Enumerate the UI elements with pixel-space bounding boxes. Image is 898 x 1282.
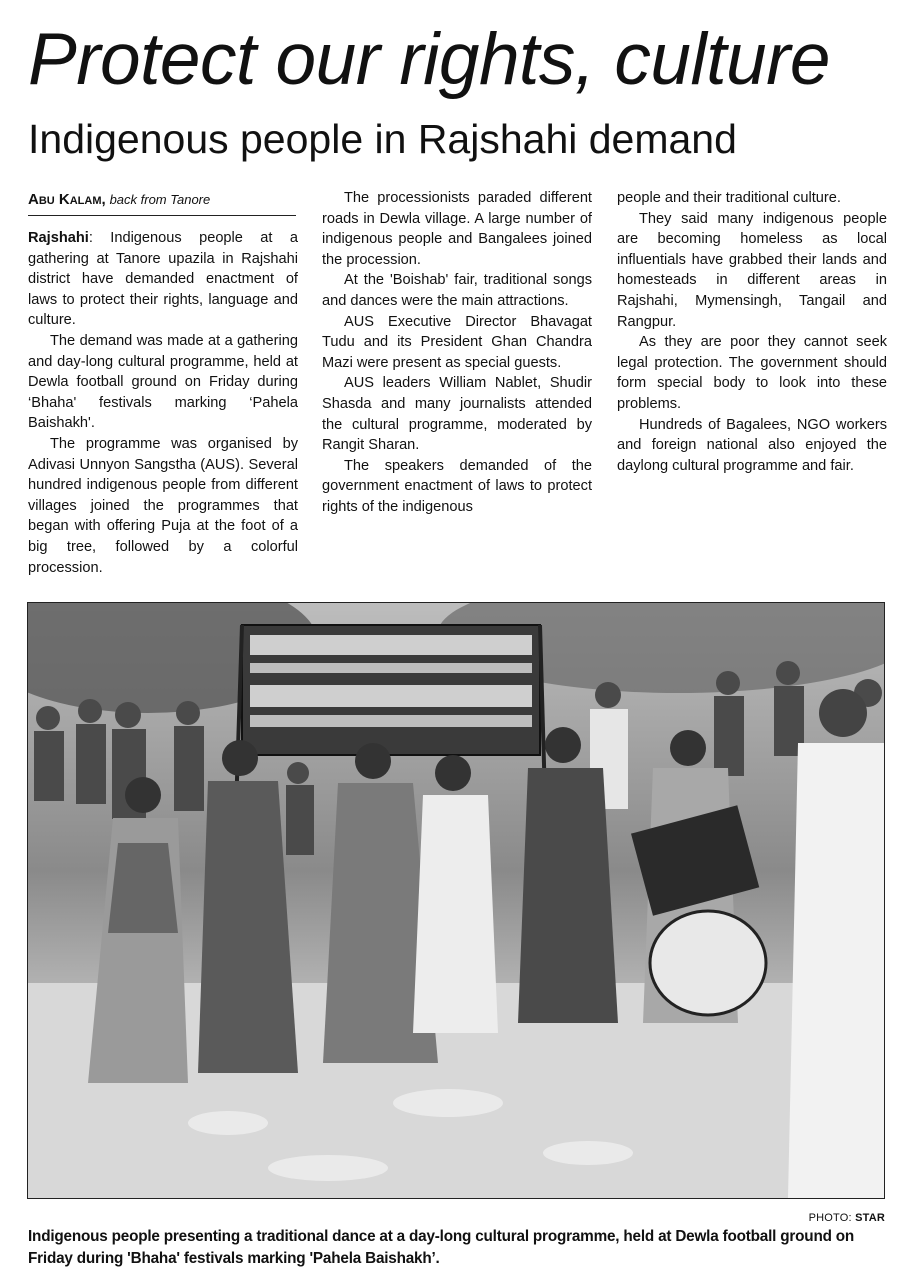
article-paragraph: At the 'Boishab' fair, traditional songs and dances were the main attractions.: [322, 272, 592, 309]
headline: Protect our rights, culture: [28, 19, 831, 100]
article-paragraph: The programme was organised by Adivasi Unnyon Sangstha (AUS). Several hundred indigenous people from different villages joined the programmes that began with offering Puja at the foot of a big tree, followed by a colorful procession.: [28, 435, 298, 576]
photo-credit: [809, 1212, 885, 1224]
subheadline: Indigenous people in Rajshahi demand: [28, 116, 737, 162]
article-paragraph: Hundreds of Bagalees, NGO workers and foreign national also enjoyed the daylong cultural programme and fair.: [617, 416, 887, 474]
article-paragraph: AUS Executive Director Bhavagat Tudu and its President Ghan Chandra Mazi were present as special guests.: [322, 313, 592, 371]
photo-credit-prefix: PHOTO:: [808, 1212, 852, 1224]
byline-author: Abu Kalam,: [28, 191, 106, 208]
photo-caption: Indigenous people presenting a traditional dance at a day-long cultural programme, held at Dewla football ground on Friday during 'Bhaha' festivals marking 'Pahela Baishakh’.: [28, 1228, 855, 1267]
article-paragraph: [28, 228, 298, 331]
article-paragraph: people and their traditional culture.: [617, 190, 841, 206]
dateline: Rajshahi: [28, 230, 89, 246]
article-paragraph: They said many indigenous people are becoming homeless as local influentials have grabbed their lands and homesteads in different areas in Rajshahi, Mymensingh, Tangail and Rangpur.: [617, 210, 887, 330]
article-paragraph: The demand was made at a gathering and day-long cultural programme, held at Dewla football ground on Friday during ‘Bhaha' festivals marking ‘Pahela Baishakh'.: [28, 332, 298, 432]
photo-credit-source: STAR: [855, 1212, 885, 1224]
paragraph-text: : Indigenous people at a gathering at Tanore upazila in Rajshahi district have demanded enactment of laws to protect their rights, language and culture.: [28, 230, 298, 329]
article-column-2: [322, 188, 592, 518]
byline-location: back from Tanore: [109, 192, 211, 207]
news-photo: [27, 602, 885, 1199]
article-column-3: [617, 188, 887, 476]
byline: [28, 188, 296, 216]
article-paragraph: AUS leaders William Nablet, Shudir Shasda and many journalists attended the cultural programme, moderated by Rangit Sharan.: [322, 375, 592, 454]
article-paragraph: The processionists paraded different roads in Dewla village. A large number of indigenous people and Bangalees joined the procession.: [322, 190, 592, 268]
article-paragraph: As they are poor they cannot seek legal protection. The government should form special body to look into these problems.: [617, 334, 887, 412]
article-column-1: [28, 228, 298, 578]
article-paragraph: The speakers demanded of the government enactment of laws to protect rights of the indigenous: [322, 457, 592, 515]
dance-scene-illustration: [28, 603, 884, 1198]
